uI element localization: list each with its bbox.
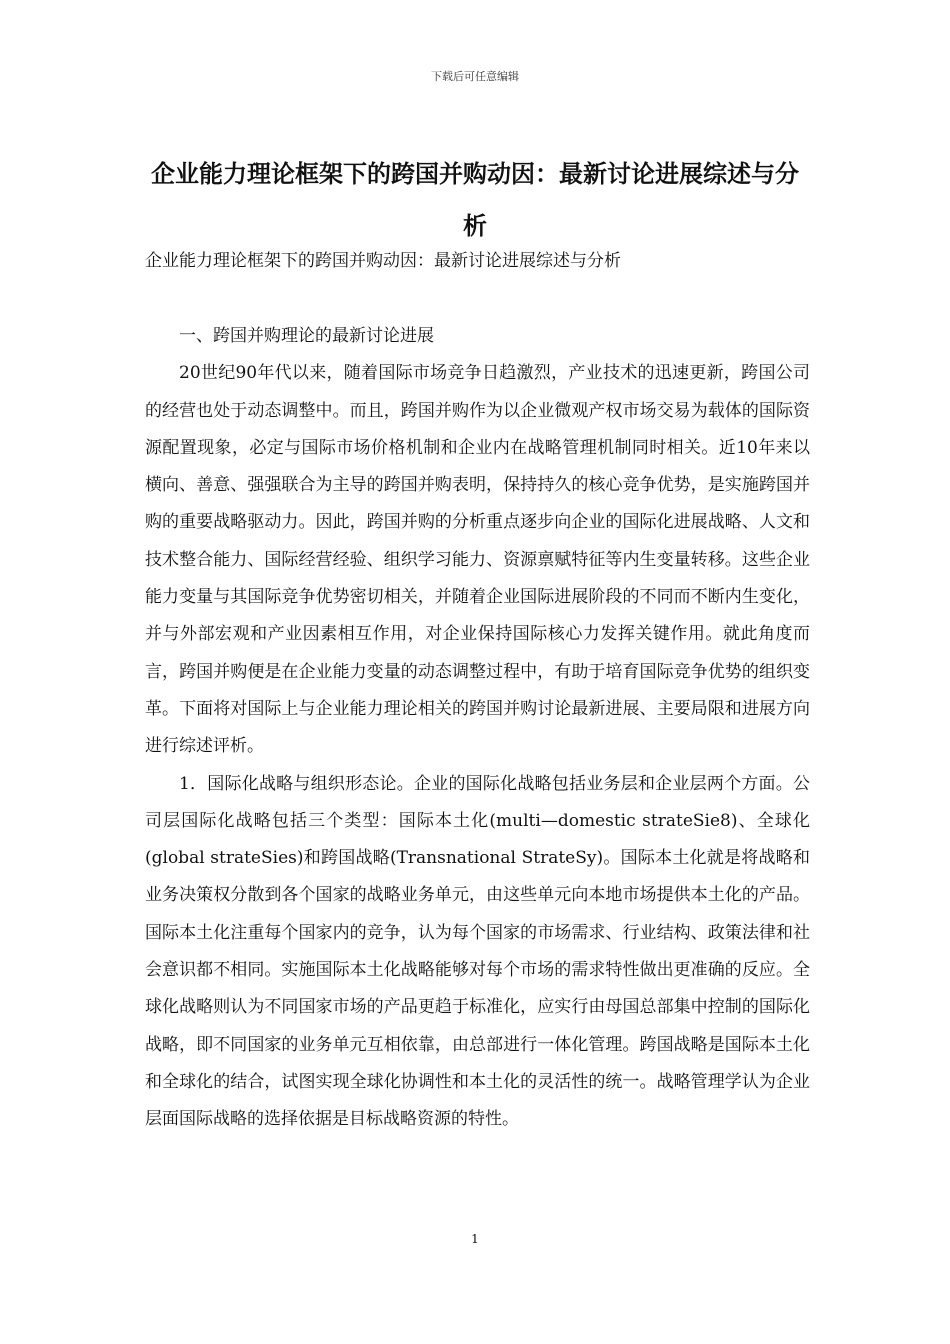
body-paragraph-1: 20世纪90年代以来，随着国际市场竞争日趋激烈，产业技术的迅速更新，跨国公司的经营也处于动态调整中。而且，跨国并购作为以企业微观产权市场交易为载体的国际资源配置现象，必定与国际市场价格机制和企业内在战略管理机制同时相关。近10年来以横向、善意、强强联合为主导的跨国并购表明，保持持久的核心竞争优势，是实施跨国并购的重要战略驱动力。因此，跨国并购的分析重点逐步向企业的国际化进展战略、人文和技术整合能力、国际经营经验、组织学习能力、资源禀赋特征等内生变量转移。这些企业能力变量与其国际竞争优势密切相关，并随着企业国际进展阶段的不同而不断内生变化，并与外部宏观和产业因素相互作用，对企业保持国际核心力发挥关键作用。就此角度而言，跨国并购便是在企业能力变量的动态调整过程中，有助于培育国际竞争优势的组织变革。下面将对国际上与企业能力理论相关的跨国并购讨论最新进展、主要局限和进展方向进行综述评析。 xyxy=(145,363,810,757)
document-title: 企业能力理论框架下的跨国并购动因：最新讨论进展综述与分析 xyxy=(151,159,799,240)
section-heading: 一、跨国并购理论的最新讨论进展 xyxy=(179,326,434,346)
body-paragraph-2: 1．国际化战略与组织形态论。企业的国际化战略包括业务层和企业层两个方面。公司层国际化战略包括三个类型：国际本土化(multi—domestic strateSie8)、全球化(global strateSies)和跨国战略(Transnational StrateSy)。国际本土化就是将战略和业务决策权分散到各个国家的战略业务单元，由这些单元向本地市场提供本土化的产品。国际本土化注重每个国家内的竞争，认为每个国家的市场需求、行业结构、政策法律和社会意识都不相同。实施国际本土化战略能够对每个市场的需求特性做出更准确的反应。全球化战略则认为不同国家市场的产品更趋于标准化，应实行由母国总部集中控制的国际化战略，即不同国家的业务单元互相依靠，由总部进行一体化管理。跨国战略是国际本土化和全球化的结合，试图实现全球化协调性和本土化的灵活性的统一。战略管理学认为企业层面国际战略的选择依据是目标战略资源的特性。 xyxy=(145,773,810,1130)
document-body xyxy=(145,318,810,1139)
page-number: 1 xyxy=(471,1232,479,1246)
header-note: 下载后可任意编辑 xyxy=(431,70,519,83)
document-subtitle: 企业能力理论框架下的跨国并购动因：最新讨论进展综述与分析 xyxy=(145,251,621,271)
